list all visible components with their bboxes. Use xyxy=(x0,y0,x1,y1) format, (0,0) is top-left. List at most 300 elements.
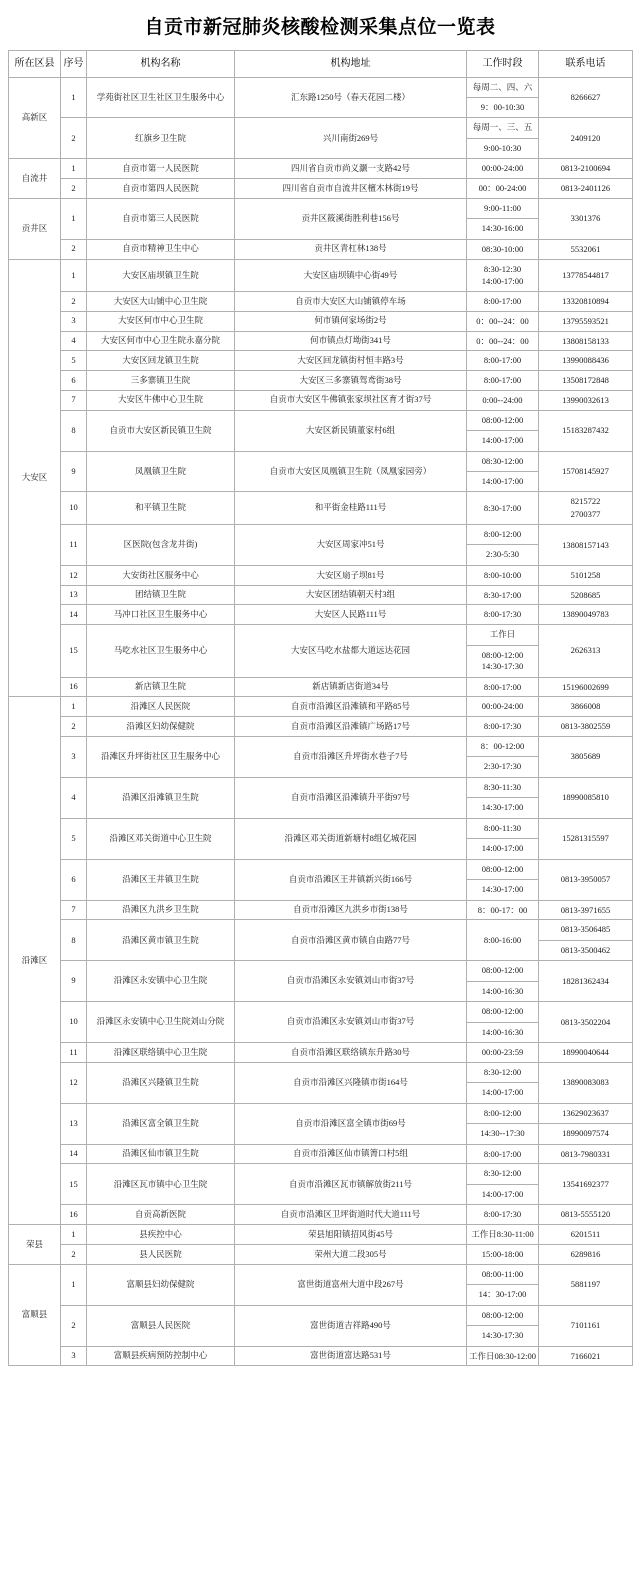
column-header-name: 机构名称 xyxy=(87,51,235,78)
table-row xyxy=(9,1225,633,1245)
facility-address: 贡井区青杠林138号 xyxy=(235,239,467,259)
contact-phone xyxy=(539,777,633,818)
working-hours-segment: 14:00-17:00 xyxy=(481,435,524,446)
facility-address: 自贡市沿滩区卫坪街道时代大道111号 xyxy=(235,1205,467,1225)
contact-phone-segment: 0813-3506485 xyxy=(539,920,632,940)
working-hours xyxy=(467,585,539,605)
facility-name: 沿滩区人民医院 xyxy=(87,697,235,717)
facility-address: 大安区马吃水盐都大道远达花园 xyxy=(235,625,467,677)
row-seq: 8 xyxy=(61,410,87,451)
working-hours-segment: 8:00-11:30 xyxy=(467,819,538,839)
contact-phone xyxy=(539,451,633,492)
facility-name: 县人民医院 xyxy=(87,1244,235,1264)
working-hours-segment: 14:30-17:30 xyxy=(481,1330,524,1341)
contact-phone xyxy=(539,697,633,717)
working-hours xyxy=(467,777,539,818)
table-row xyxy=(9,859,633,900)
table-row xyxy=(9,736,633,777)
facility-name: 和平镇卫生院 xyxy=(87,492,235,525)
contact-phone xyxy=(539,717,633,737)
row-seq: 2 xyxy=(61,118,87,159)
facility-name: 沿滩区兴隆镇卫生院 xyxy=(87,1062,235,1103)
table-row xyxy=(9,1144,633,1164)
facility-address: 自贡市沿滩区永安镇刘山市街37号 xyxy=(235,1002,467,1043)
contact-phone-value: 7101161 xyxy=(570,1320,601,1331)
contact-phone xyxy=(539,159,633,179)
contact-phone-value: 18990040644 xyxy=(562,1047,609,1058)
row-seq: 11 xyxy=(61,1043,87,1063)
facility-name: 凤凰镇卫生院 xyxy=(87,451,235,492)
working-hours-value: 8：00-17：00 xyxy=(477,904,528,915)
contact-phone xyxy=(539,900,633,920)
working-hours xyxy=(467,677,539,697)
working-hours-value: 00：00-24:00 xyxy=(478,183,527,194)
table-row xyxy=(9,1346,633,1366)
working-hours-value: 8:00-17:00 xyxy=(483,375,522,386)
working-hours xyxy=(467,1346,539,1366)
table-row xyxy=(9,351,633,371)
row-seq: 7 xyxy=(61,390,87,410)
row-seq: 12 xyxy=(61,1062,87,1103)
working-hours-segment: 14:00-17:00 xyxy=(481,1087,524,1098)
working-hours-segment: 每周二、四、六 xyxy=(467,78,538,98)
facility-address: 新店镇新店街道34号 xyxy=(235,677,467,697)
facility-address: 沿滩区邓关街道新塘村8组亿城花园 xyxy=(235,818,467,859)
contact-phone xyxy=(539,818,633,859)
district-cell: 荣县 xyxy=(9,1225,61,1265)
facility-name: 马吃水社区卫生服务中心 xyxy=(87,625,235,677)
contact-phone-value: 0813-7980331 xyxy=(560,1148,611,1159)
working-hours-segment: 9：00-10:30 xyxy=(480,101,525,112)
facility-address: 自贡市沿滩区瓦市镇解放街211号 xyxy=(235,1164,467,1205)
facility-address: 自贡市沿滩区升坪街水巷子7号 xyxy=(235,736,467,777)
row-seq: 6 xyxy=(61,859,87,900)
table-row xyxy=(9,677,633,697)
working-hours-value: 8:30-12:30 14:00-17:00 xyxy=(481,263,524,287)
district-cell: 富顺县 xyxy=(9,1264,61,1366)
working-hours-segment: 14:30-17:00 xyxy=(481,884,524,895)
facility-address: 大安区人民路111号 xyxy=(235,605,467,625)
working-hours xyxy=(467,961,539,1002)
working-hours-segment: 14:00-17:00 xyxy=(481,475,524,486)
facility-name: 沿滩区仙市镇卫生院 xyxy=(87,1144,235,1164)
facility-name: 沿滩区瓦市镇中心卫生院 xyxy=(87,1164,235,1205)
row-seq: 12 xyxy=(61,565,87,585)
working-hours-segment: 08:00-11:00 xyxy=(467,1265,538,1285)
working-hours xyxy=(467,351,539,371)
table-row xyxy=(9,179,633,199)
facility-name: 大安区大山铺中心卫生院 xyxy=(87,292,235,312)
column-header-phone: 联系电话 xyxy=(539,51,633,78)
contact-phone xyxy=(539,390,633,410)
table-row xyxy=(9,331,633,351)
facility-name: 大安区庙坝镇卫生院 xyxy=(87,259,235,292)
contact-phone xyxy=(539,198,633,239)
working-hours-segment: 08:00-12:00 xyxy=(467,411,538,431)
facility-name: 自贡市第四人民医院 xyxy=(87,179,235,199)
contact-phone-value: 18281362434 xyxy=(562,975,609,986)
table-row xyxy=(9,1205,633,1225)
working-hours-segment: 14:00-16:30 xyxy=(481,1026,524,1037)
row-seq: 16 xyxy=(61,1205,87,1225)
working-hours xyxy=(467,524,539,565)
working-hours xyxy=(467,1062,539,1103)
contact-phone-value: 13541692377 xyxy=(562,1179,609,1190)
row-seq: 10 xyxy=(61,1002,87,1043)
facility-address: 自贡市大安区牛佛镇张家坝社区育才街37号 xyxy=(235,390,467,410)
contact-phone xyxy=(539,259,633,292)
table-row xyxy=(9,585,633,605)
contact-phone-value: 5101258 xyxy=(570,569,601,580)
facility-address: 富世街道富达路531号 xyxy=(235,1346,467,1366)
contact-phone-value: 15708145927 xyxy=(562,466,609,477)
working-hours-segment: 工作日 xyxy=(467,625,538,645)
table-row xyxy=(9,524,633,565)
contact-phone-value: 13890049783 xyxy=(562,609,609,620)
facility-name: 大安区何市中心卫生院 xyxy=(87,311,235,331)
row-seq: 15 xyxy=(61,1164,87,1205)
working-hours-segment: 14:00-17:00 xyxy=(481,1188,524,1199)
table-row xyxy=(9,390,633,410)
working-hours-value: 8:00-10:00 xyxy=(483,569,522,580)
working-hours xyxy=(467,292,539,312)
table-row xyxy=(9,961,633,1002)
table-row xyxy=(9,259,633,292)
working-hours xyxy=(467,920,539,961)
facility-address: 自贡市沿滩区兴隆镇市街164号 xyxy=(235,1062,467,1103)
contact-phone-value: 13320810894 xyxy=(562,296,609,307)
working-hours-value: 工作日8:30-11:00 xyxy=(471,1229,534,1240)
contact-phone xyxy=(539,1164,633,1205)
contact-phone-segment: 18990097574 xyxy=(562,1128,609,1139)
working-hours-segment: 8:30-12:00 xyxy=(467,1164,538,1184)
row-seq: 1 xyxy=(61,1225,87,1245)
facility-address: 何市镇何家场街2号 xyxy=(235,311,467,331)
facility-name: 自贡市第三人民医院 xyxy=(87,198,235,239)
table-row xyxy=(9,777,633,818)
working-hours-value: 8:00-16:00 xyxy=(483,934,522,945)
table-row xyxy=(9,118,633,159)
contact-phone-value: 0813-3950057 xyxy=(560,874,611,885)
facility-address: 大安区庙坝镇中心街49号 xyxy=(235,259,467,292)
table-body xyxy=(9,77,633,1366)
row-seq: 3 xyxy=(61,736,87,777)
facility-name: 新店镇卫生院 xyxy=(87,677,235,697)
contact-phone-value: 6289816 xyxy=(570,1248,601,1259)
contact-phone xyxy=(539,179,633,199)
contact-phone-value: 0813-3502204 xyxy=(560,1016,611,1027)
contact-phone xyxy=(539,1043,633,1063)
facility-address: 自贡市沿滩区九洪乡市街138号 xyxy=(235,900,467,920)
facility-address: 自贡市沿滩区黄市镇自由路77号 xyxy=(235,920,467,961)
working-hours-segment: 每周一、三、五 xyxy=(467,118,538,138)
contact-phone xyxy=(539,565,633,585)
contact-phone-value: 3866008 xyxy=(570,701,601,712)
row-seq: 5 xyxy=(61,818,87,859)
row-seq: 15 xyxy=(61,625,87,677)
facility-name: 沿滩区妇幼保健院 xyxy=(87,717,235,737)
row-seq: 2 xyxy=(61,179,87,199)
table-row xyxy=(9,1305,633,1346)
facility-name: 沿滩区黄市镇卫生院 xyxy=(87,920,235,961)
facility-address: 自贡市沿滩区沿滩镇和平路85号 xyxy=(235,697,467,717)
working-hours-segment: 14:30-16:00 xyxy=(481,223,524,234)
table-header-row xyxy=(9,51,633,78)
column-header-seq: 序号 xyxy=(61,51,87,78)
district-cell: 沿滩区 xyxy=(9,697,61,1225)
working-hours-value: 工作日08:30-12:00 xyxy=(468,1350,537,1361)
row-seq: 13 xyxy=(61,1103,87,1144)
table-row xyxy=(9,1264,633,1305)
working-hours-segment: 08:30-12:00 xyxy=(467,452,538,472)
table-row xyxy=(9,625,633,677)
row-seq: 9 xyxy=(61,961,87,1002)
working-hours-segment: 14：30-17:00 xyxy=(478,1289,527,1300)
facility-name: 自贡高新医院 xyxy=(87,1205,235,1225)
working-hours-value: 8:30-17:00 xyxy=(483,502,522,513)
facility-name: 区医院(包含龙井街) xyxy=(87,524,235,565)
facility-name: 学苑街社区卫生社区卫生服务中心 xyxy=(87,77,235,118)
facility-name: 沿滩区永安镇中心卫生院刘山分院 xyxy=(87,1002,235,1043)
table-row xyxy=(9,1002,633,1043)
working-hours-value: 08:30-10:00 xyxy=(481,243,524,254)
row-seq: 1 xyxy=(61,198,87,239)
facility-address: 大安区周家冲51号 xyxy=(235,524,467,565)
facility-name: 大安区牛佛中心卫生院 xyxy=(87,390,235,410)
testing-sites-table xyxy=(8,50,633,1366)
contact-phone xyxy=(539,1305,633,1346)
facility-name: 自贡市大安区新民镇卫生院 xyxy=(87,410,235,451)
facility-address: 兴川南街269号 xyxy=(235,118,467,159)
facility-address: 自贡市沿滩区王井镇新兴街166号 xyxy=(235,859,467,900)
working-hours-segment: 8:30-12:00 xyxy=(467,1063,538,1083)
working-hours-value: 0：00--24：00 xyxy=(476,315,529,326)
working-hours xyxy=(467,1225,539,1245)
facility-name: 富顺县人民医院 xyxy=(87,1305,235,1346)
row-seq: 2 xyxy=(61,292,87,312)
working-hours-value: 8:00-17:00 xyxy=(483,681,522,692)
row-seq: 2 xyxy=(61,1244,87,1264)
working-hours xyxy=(467,859,539,900)
working-hours xyxy=(467,390,539,410)
working-hours-segment: 14:30-17:00 xyxy=(481,802,524,813)
table-row xyxy=(9,605,633,625)
row-seq: 7 xyxy=(61,900,87,920)
contact-phone-value: 5881197 xyxy=(570,1279,601,1290)
contact-phone xyxy=(539,239,633,259)
working-hours xyxy=(467,697,539,717)
table-row xyxy=(9,292,633,312)
working-hours-segment: 9:00-11:00 xyxy=(467,199,538,219)
working-hours-value: 00:00-24:00 xyxy=(481,163,524,174)
working-hours-segment: 8:00-12:00 xyxy=(467,525,538,545)
row-seq: 1 xyxy=(61,697,87,717)
working-hours xyxy=(467,1002,539,1043)
district-cell: 贡井区 xyxy=(9,198,61,259)
facility-name: 富顺县疾病预防控制中心 xyxy=(87,1346,235,1366)
contact-phone xyxy=(539,1264,633,1305)
contact-phone xyxy=(539,1205,633,1225)
working-hours xyxy=(467,736,539,777)
working-hours-segment: 14:00-16:30 xyxy=(481,985,524,996)
facility-name: 沿滩区王井镇卫生院 xyxy=(87,859,235,900)
working-hours-segment: 2:30-5:30 xyxy=(485,549,520,560)
contact-phone-value: 13890083083 xyxy=(562,1077,609,1088)
contact-phone xyxy=(539,410,633,451)
contact-phone xyxy=(539,371,633,391)
contact-phone xyxy=(539,677,633,697)
working-hours-value: 0：00--24：00 xyxy=(476,335,529,346)
contact-phone-value: 6201511 xyxy=(570,1229,601,1240)
working-hours-value: 15:00-18:00 xyxy=(481,1248,524,1259)
working-hours xyxy=(467,1103,539,1144)
facility-address: 汇东路1250号（春天花园二楼） xyxy=(235,77,467,118)
row-seq: 2 xyxy=(61,239,87,259)
contact-phone xyxy=(539,1346,633,1366)
contact-phone-value: 15281315597 xyxy=(562,833,609,844)
contact-phone-value: 8215722 2700377 xyxy=(570,496,601,520)
table-row xyxy=(9,77,633,118)
row-seq: 16 xyxy=(61,677,87,697)
contact-phone-value: 13808157143 xyxy=(562,539,609,550)
facility-name: 红旗乡卫生院 xyxy=(87,118,235,159)
working-hours xyxy=(467,239,539,259)
facility-address: 自贡市沿滩区沿滩镇升平街97号 xyxy=(235,777,467,818)
facility-address: 荣县旭阳镇招风街45号 xyxy=(235,1225,467,1245)
row-seq: 14 xyxy=(61,1144,87,1164)
working-hours xyxy=(467,1244,539,1264)
working-hours xyxy=(467,451,539,492)
row-seq: 6 xyxy=(61,371,87,391)
row-seq: 11 xyxy=(61,524,87,565)
working-hours-value: 8:30-17:00 xyxy=(483,589,522,600)
working-hours-value: 8:00-17:00 xyxy=(483,296,522,307)
contact-phone xyxy=(539,859,633,900)
facility-address: 自贡市沿滩区仙市镇箐口村5组 xyxy=(235,1144,467,1164)
contact-phone-segment: 0813-3500462 xyxy=(560,944,611,955)
facility-address: 大安区三多寨镇驾鸢街38号 xyxy=(235,371,467,391)
working-hours-segment: 8:00-12:00 xyxy=(467,1104,538,1124)
column-header-district: 所在区县 xyxy=(9,51,61,78)
working-hours-segment: 9:00-10:30 xyxy=(483,142,522,153)
table-row xyxy=(9,410,633,451)
table-row xyxy=(9,1164,633,1205)
table-row xyxy=(9,717,633,737)
contact-phone-value: 18990085810 xyxy=(562,792,609,803)
table-row xyxy=(9,565,633,585)
row-seq: 2 xyxy=(61,1305,87,1346)
table-row xyxy=(9,818,633,859)
column-header-address: 机构地址 xyxy=(235,51,467,78)
facility-address: 和平街金桂路111号 xyxy=(235,492,467,525)
table-row xyxy=(9,311,633,331)
working-hours-segment: 08:00-12:00 xyxy=(467,961,538,981)
contact-phone-value: 5532061 xyxy=(570,243,601,254)
facility-address: 自贡市沿滩区联络镇东升路30号 xyxy=(235,1043,467,1063)
contact-phone-value: 3301376 xyxy=(570,213,601,224)
contact-phone-value: 8266627 xyxy=(570,92,601,103)
facility-address: 大安区新民镇董家村6组 xyxy=(235,410,467,451)
working-hours xyxy=(467,1144,539,1164)
row-seq: 2 xyxy=(61,717,87,737)
facility-name: 马冲口社区卫生服务中心 xyxy=(87,605,235,625)
contact-phone-value: 2626313 xyxy=(570,645,601,656)
district-cell: 高新区 xyxy=(9,77,61,159)
row-seq: 4 xyxy=(61,777,87,818)
facility-name: 自贡市精神卫生中心 xyxy=(87,239,235,259)
contact-phone xyxy=(539,492,633,525)
working-hours-segment: 8：00-12:00 xyxy=(467,737,538,757)
table-row xyxy=(9,1062,633,1103)
contact-phone-value: 3805689 xyxy=(570,751,601,762)
facility-name: 三多寨镇卫生院 xyxy=(87,371,235,391)
contact-phone-value: 13778544817 xyxy=(562,269,609,280)
working-hours xyxy=(467,259,539,292)
working-hours-segment: 08:00-12:00 xyxy=(467,1306,538,1326)
facility-name: 沿滩区沿滩镇卫生院 xyxy=(87,777,235,818)
contact-phone-value: 0813-3971655 xyxy=(560,904,611,915)
working-hours-segment: 14:30--17:30 xyxy=(480,1128,525,1139)
row-seq: 4 xyxy=(61,331,87,351)
working-hours xyxy=(467,900,539,920)
facility-address: 富世街道吉祥路490号 xyxy=(235,1305,467,1346)
facility-address: 自贡市大安区大山铺镇停车场 xyxy=(235,292,467,312)
facility-address: 荣州大道二段305号 xyxy=(235,1244,467,1264)
working-hours xyxy=(467,118,539,159)
contact-phone xyxy=(539,585,633,605)
facility-address: 大安区扇子坝81号 xyxy=(235,565,467,585)
working-hours-segment: 08:00-12:00 xyxy=(467,1002,538,1022)
facility-name: 县疾控中心 xyxy=(87,1225,235,1245)
working-hours xyxy=(467,179,539,199)
contact-phone xyxy=(539,1225,633,1245)
contact-phone xyxy=(539,1062,633,1103)
facility-name: 沿滩区富全镇卫生院 xyxy=(87,1103,235,1144)
contact-phone xyxy=(539,625,633,677)
contact-phone xyxy=(539,77,633,118)
working-hours xyxy=(467,1043,539,1063)
contact-phone xyxy=(539,920,633,961)
contact-phone-value: 2409120 xyxy=(570,133,601,144)
contact-phone-value: 0813-5555120 xyxy=(560,1209,611,1220)
contact-phone xyxy=(539,1002,633,1043)
working-hours-segment: 8:30-11:30 xyxy=(467,778,538,798)
table-row xyxy=(9,1043,633,1063)
contact-phone xyxy=(539,118,633,159)
working-hours-value: 00:00-24:00 xyxy=(481,701,524,712)
facility-address: 富世街道富州大道中段267号 xyxy=(235,1264,467,1305)
facility-address: 自贡市沿滩区沿滩镇广场路17号 xyxy=(235,717,467,737)
table-row xyxy=(9,159,633,179)
facility-address: 大安区团结镇朝天村3组 xyxy=(235,585,467,605)
working-hours xyxy=(467,311,539,331)
row-seq: 1 xyxy=(61,159,87,179)
facility-name: 沿滩区九洪乡卫生院 xyxy=(87,900,235,920)
contact-phone-value: 13990032613 xyxy=(562,394,609,405)
district-cell: 自流井 xyxy=(9,159,61,199)
row-seq: 8 xyxy=(61,920,87,961)
row-seq: 13 xyxy=(61,585,87,605)
facility-name: 富顺县妇幼保健院 xyxy=(87,1264,235,1305)
working-hours-value: 8:00-17:00 xyxy=(483,1148,522,1159)
working-hours xyxy=(467,605,539,625)
table-row xyxy=(9,900,633,920)
working-hours xyxy=(467,565,539,585)
row-seq: 1 xyxy=(61,259,87,292)
working-hours-value: 00:00-23:59 xyxy=(481,1047,524,1058)
row-seq: 3 xyxy=(61,311,87,331)
contact-phone-value: 0813-2100694 xyxy=(560,163,611,174)
